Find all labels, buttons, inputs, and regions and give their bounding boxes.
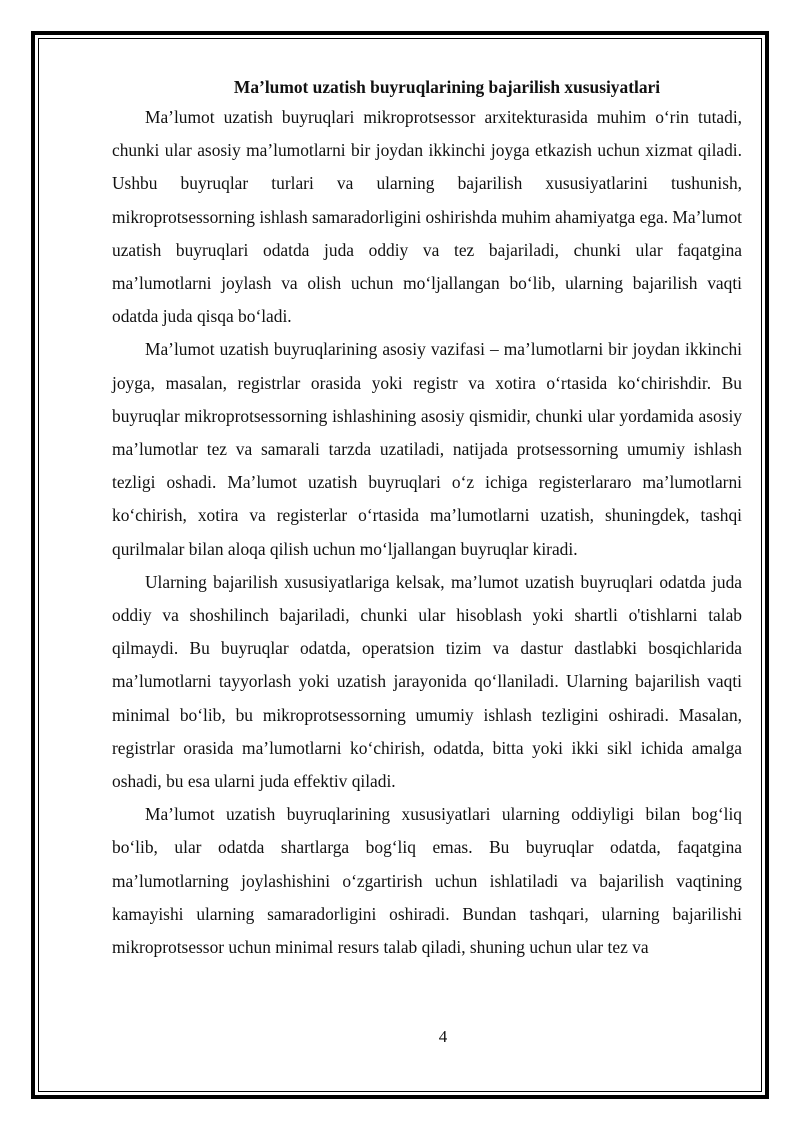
paragraph-2: Ma’lumot uzatish buyruqlarining asosiy vazifasi – ma’lumotlarni bir joydan ikkinchi joyga, masalan, registrlar orasida yoki registr va xotira o‘rtasida ko‘chirishdir. Bu buyruqlar mikroprotsessorning ishlashining asosiy qismidir, chunki ular yordamida asosiy ma’lumotlar tez va samarali tarzda uzatiladi, natijada protsessorning umumiy ishlash tezligi oshadi. Ma’lumot uzatish buyruqlari o‘z ichiga registerlararo ma’lumotlarni ko‘chirish, xotira va registerlar o‘rtasida ma’lumotlarni uzatish, shuningdek, tashqi qurilmalar bilan aloqa qilish uchun mo‘ljallangan buyruqlar kiradi. — [112, 339, 742, 559]
paragraph-3: Ularning bajarilish xususiyatlariga kelsak, ma’lumot uzatish buyruqlari odatda juda oddiy va shoshilinch bajariladi, chunki ular hisoblash yoki shartli o'tishlarni talab qilmaydi. Bu buyruqlar odatda, operatsion tizim va dastur dastlabki bosqichlarida ma’lumotlarni tayyorlash yoki uzatish jarayonida qo‘llaniladi. Ularning bajarilish vaqti minimal bo‘lib, bu mikroprotsessorning umumiy ishlash tezligini oshiradi. Masalan, registrlar orasida ma’lumotlarni ko‘chirish, odatda, bitta yoki ikki sikl ichida amalga oshadi, bu esa ularni juda effektiv qiladi. — [112, 571, 742, 792]
paragraph-1: Ma’lumot uzatish buyruqlari mikroprotsessor arxitekturasida muhim o‘rin tutadi, chunki ular asosiy ma’lumotlarni bir joydan ikkinchi joyga etkazish uchun xizmat qiladi. Ushbu buyruqlar turlari va ularning bajarilish xususiyatlarini tushunish, mikroprotsessorning ishlash samaradorligini oshirishda muhim ahamiyatga ega. Ma’lumot uzatish buyruqlari odatda juda oddiy va tez bajariladi, chunki ular faqatgina ma’lumotlarni joylash va olish uchun mo‘ljallangan bo‘lib, ularning bajarilish vaqti odatda juda qisqa bo‘ladi. — [112, 107, 742, 327]
document-body — [112, 74, 742, 964]
page-number: 4 — [438, 1027, 448, 1046]
paragraph-4: Ma’lumot uzatish buyruqlarining xususiyatlari ularning oddiyligi bilan bog‘liq bo‘lib, ular odatda shartlarga bog‘liq emas. Bu buyruqlar odatda, faqatgina ma’lumotlarning joylashishini o‘zgartirish uchun ishlatiladi va bajarilish vaqtining kamayishi ularning samaradorligini oshiradi. Bundan tashqari, ularning bajarilishi mikroprotsessor uchun minimal resurs talab qiladi, shuning uchun ular tez va — [112, 804, 742, 958]
document-title: Ma’lumot uzatish buyruqlarining bajarilish xususiyatlari — [233, 77, 661, 97]
